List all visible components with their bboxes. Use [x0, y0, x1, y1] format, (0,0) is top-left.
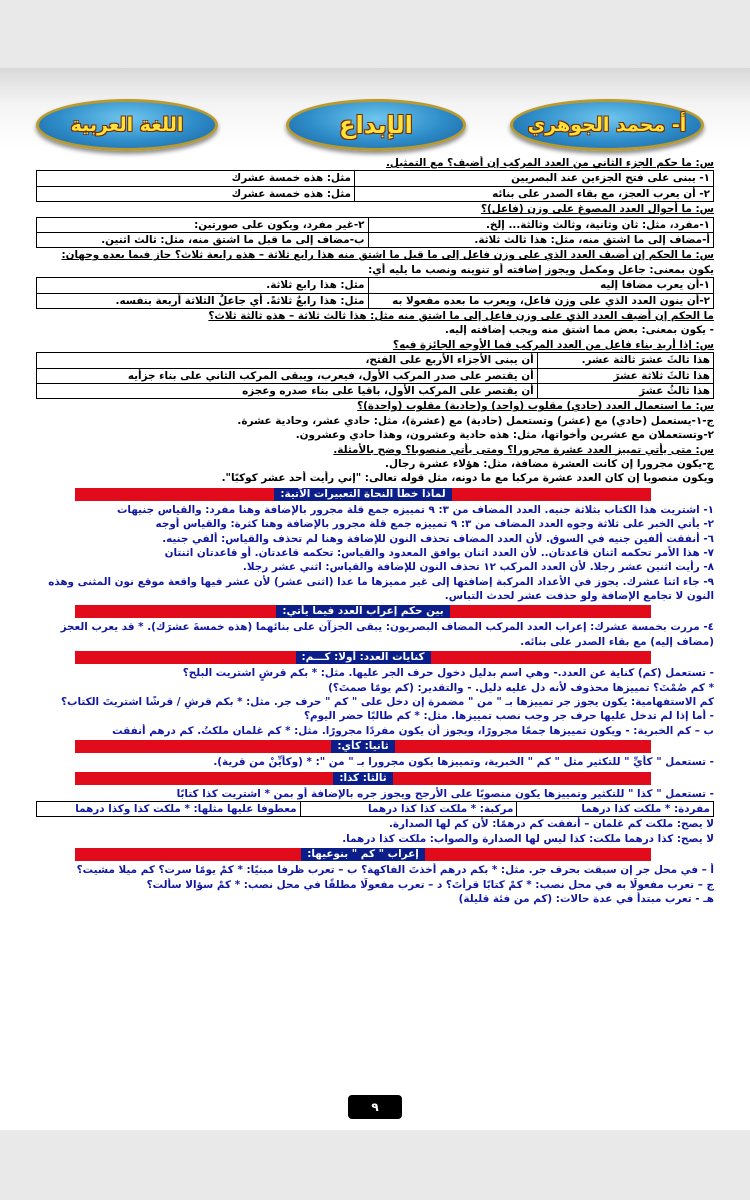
banner-label: كنايات العدد: أولا: كـــم:	[296, 651, 431, 664]
section-banner-irab-kam	[36, 847, 714, 862]
table-cell: هذا ثالثَ عشرَ ثالثة عشر.	[537, 353, 713, 368]
text-line: * كم صُمْتَ؟ تمييزها محذوف لأنه دل عليه دليل. - والتقدير: (كم يومًا صمتَ؟)	[328, 681, 714, 694]
table-cell: مثل: هذا رابعٌ ثلاثةً. أي جاعلٌ الثلاثة أربعة بنفسه.	[37, 293, 369, 308]
text-line: ٤- مررت بخمسة عشرك: إعراب العدد المركب المضاف البصريون: يبقى الجزآن على بنائهما (هذه خمسةَ عشرَك). * قد يعرب العجز	[60, 621, 714, 634]
question-3b: ما الحكم إن أضيف العدد الذي على وزن فاعل إلى ما اشتق منه مثل: هذا ثالث ثلاثة – هذه ثالثة ثلاث؟	[208, 310, 714, 322]
text-line: النون لا تجامع الإضافة ولو حذفت عشر لحدث التباس.	[444, 590, 714, 603]
question-1: س: ما حكم الجزء الثاني من العدد المركب إن أضيف؟ مع التمثيل.	[385, 157, 714, 169]
table-cell: أن يقتصر على صدر المركب الأول، فيعرب، ويبقى المركب الثاني على بناء جزأيه	[37, 368, 538, 383]
text-line: هـ - تعرب مبتدأ في عدة حالات: (كم من فئة قليلة)	[458, 892, 714, 905]
document-page	[0, 68, 750, 1130]
table-2	[36, 217, 714, 249]
table-cell: مركبة: * ملكت كذا كذا درهما	[300, 801, 517, 816]
page-number: ٩	[348, 1095, 402, 1119]
table-cell: أن يقتصر على المركب الأول، باقيا على بناء صدره وعجزه	[37, 383, 538, 398]
table-row	[37, 383, 714, 398]
table-1	[36, 170, 714, 202]
table-cell: مفردة: * ملكت كذا درهما	[517, 801, 714, 816]
table-cell: هذا ثالثُ عشرَ	[537, 383, 713, 398]
table-row	[37, 801, 714, 816]
question-5: س: ما استعمال العدد (حادي) مقلوب (واحد) و(حادية) مقلوب (واحدة)؟	[357, 400, 714, 413]
banner-label: ثالثا: كذا:	[333, 772, 392, 785]
table-4	[36, 352, 714, 399]
table-row	[37, 233, 714, 248]
text-line: ب – كم الخبرية: - ويكون تمييزها جمعًا مجرورًا، ويجوز أن يكون مفردًا مجرورًا. مثل: * كم غلمان ملكتُ. كم درهم أنفقت	[112, 724, 714, 737]
table-row	[37, 368, 714, 383]
teacher-badge	[510, 99, 704, 151]
text-line: ج-١-يستعمل (حادي) مع (عشر) وتستعمل (حادية) مع (عشرة)، مثل: حادي عشر، وحادية عشرة.	[237, 414, 714, 427]
table-row	[37, 171, 714, 186]
table-row	[37, 186, 714, 201]
table-cell: ٢-غير مفرد، ويكون على صورتين:	[37, 217, 369, 232]
table-cell: معطوفا عليها مثلها: * ملكت كذا وكذا درهما	[37, 801, 301, 816]
table-row	[37, 353, 714, 368]
text-line: - تستعمل (كم) كناية عن العدد.- وهي اسم بدليل دخول حرف الجر عليها. مثل: * بكم قرشٍ اشتريت البلح؟	[182, 667, 714, 680]
text-line: لا يصح: ملكت كم غلمان – أنفقت كم درهمًا: لأن كم لها الصدارة.	[388, 818, 714, 831]
text-line: لا يصح: كذا درهما ملكت: كذا ليس لها الصدارة والصواب: ملكت كذا درهما.	[342, 832, 714, 845]
section-banner-kaayyin	[36, 739, 714, 754]
section-banner-kadha	[36, 771, 714, 786]
question-3: س: ما الحكم إن أضيف العدد الذي على وزن فاعل إلى ما قبل ما اشتق منه هذا رابع ثلاثة – هذه رابعة ثلاث؟ جاز فيما بعده وجهان:	[61, 249, 714, 262]
text-line: ٢- يأتي الخبر على ثلاثة وجوه العدد المضاف من ٣: ٩ تمييزه جمع قلة مجرور بالإضافة وهنا كثرة: والقياس أوجه	[155, 518, 714, 531]
text-line: أ – في محل جر إن سبقت بحرف جر. مثل: * بكم درهم أخذتَ الفاكهة؟ ب – تعرب ظرفا مبنيًا: * كمْ يومًا سرت؟ كم ميلا مشيت؟	[76, 864, 714, 877]
banner-label: إعراب " كم " بنوعيها:	[301, 848, 425, 861]
text-line: ٢-وتستعملان مع عشرين وأخواتها، مثل: هذه حادية وعشرون، وهذا حادي وعشرون.	[295, 429, 714, 442]
table-cell: هذا ثالثَ ثلاثة عشرَ	[537, 368, 713, 383]
text-line: ج – تعرب مفعولًا به في محل نصب: * كمْ كتابًا قرأتَ؟ د – تعرب مفعولًا مطلقًا في محل نصب: * كمْ سؤالا سألت؟	[146, 878, 714, 891]
text-line: ١- اشتريت هذا الكتاب بثلاثة جنيه. العدد المضاف من ٣: ٩ تمييزه جمع قلة مجرور بالإضافة وهنا مفرد: والقياس جنيهات	[116, 503, 714, 516]
text-line: - أما إذا لم تدخل عليها حرف جر وجب نصب تمييزها. مثل: * كم طالبًا حضر اليوم؟	[303, 710, 714, 723]
section-banner-irab	[36, 604, 714, 619]
subject-label: اللغة العربية	[70, 114, 184, 136]
text-line: ٧- هذا الأمر تحكمه اثنان قاعدتان.. لأن العدد اثنان يوافق المعدود والقياس: تحكمه قاعدتان. أو قاعدتان اثنتان	[164, 546, 714, 559]
section-banner-kinayat	[36, 650, 714, 665]
table-cell: أ-مضاف إلى ما اشتق منه، مثل: هذا ثالث ثلاثة.	[368, 233, 714, 248]
section-banner-errors	[36, 487, 714, 502]
text-line: ويكون منصوبا إن كان العدد عشرة مركبا مع ما دونه، مثل قوله تعالى: "إني رأيت أحد عشر كوكبًا".	[221, 472, 714, 485]
table-cell: ١-أن يعرب مضافا إليه	[368, 278, 714, 293]
text-line: - تستعمل " كأيِّ " للتكثير مثل " كم " الخبرية، وتمييزها يكون مجرورا بـ " من ": * (وكأيِّنْ من قرية).	[213, 756, 714, 769]
text-line: ج-يكون مجرورا إن كانت العشرة مضافة، مثل: هؤلاء عشرة رجال.	[385, 457, 714, 470]
banner-label: لماذا خطأ النحاة التعبيرات الآتية:	[274, 488, 451, 501]
table-cell: ٢- أن يعرب العجز، مع بقاء الصدر على بنائه	[354, 186, 713, 201]
table-cell: ب-مضاف إلى ما قبل ما اشتق منه، مثل: ثالث اثنين.	[37, 233, 369, 248]
text-line: - يكون بمعنى: بعض مما اشتق منه ويجب إضافته إليه.	[444, 324, 714, 337]
question-2: س: ما أحوال العدد المصوغ على وزن (فاعل)؟	[481, 203, 714, 216]
banner-label: بين حكم إعراب العدد فيما يأتي:	[276, 605, 449, 618]
document-body	[36, 156, 714, 906]
text-line: يكون بمعنى: جاعل ومكمل ويجوز إضافته أو تنوينه ونصب ما يليه أي:	[368, 263, 714, 276]
text-line: ٦- أنفقت ألفين جنيه في السوق. لأن العدد المضاف تحذف النون للإضافة وهنا لم تحذف والقياس: ألفي جنيه.	[162, 532, 714, 545]
table-cell: مثل: هذه خمسة عشرك	[37, 186, 355, 201]
table-cell: مثل: هذا رابع ثلاثة.	[37, 278, 369, 293]
subject-badge	[36, 99, 218, 151]
table-row	[37, 293, 714, 308]
table-cell: ١-مفرد، مثل: ثان وثانية، وثالث وثالثة... إلخ.	[368, 217, 714, 232]
table-row	[37, 278, 714, 293]
question-4: س: إذا أريد بناء فاعل من العدد المركب فما الأوجه الجائزة فيه؟	[393, 338, 714, 351]
text-line: - تستعمل " كذا " للتكثير وتمييزها يكون منصوبًا على الأرجح ويجوز جره بالإضافة أو بمن * اشتريت كذا كتابًا	[176, 787, 714, 800]
title-badge	[286, 99, 466, 151]
table-3	[36, 277, 714, 309]
text-line: كم الاستفهامية: يكون يجوز جر تمييزها بـ " من " مضمرة إن دخل على " كم " حرف جر. مثل: * بكم قرشٍ / قرشًا اشتريتَ الكتاب؟	[61, 696, 714, 709]
table-cell: أن يبنى الأجزاء الأربع على الفتح،	[37, 353, 538, 368]
text-line: (مضاف إليه) مع بقاء الصدر على بنائه.	[520, 635, 714, 648]
text-line: ٩- جاء اثنا عشرك. يجوز في الأعداد المركبة إضافتها إلى غير مميزها ما عدا (اثنى عشر) لأن عشر فيها واقعة موقع نون المثنى وهذه	[48, 575, 714, 588]
table-cell: ٢-أن ينون العدد الذي على وزن فاعل، ويعرب ما بعده مفعولا به	[368, 293, 714, 308]
table-row	[37, 217, 714, 232]
teacher-label: أ- محمد الجوهري	[527, 114, 687, 136]
table-kadha	[36, 801, 714, 817]
text-line: ٨- رأيت اثنين عشر رجلا. لأن العدد المركب ١٢ تحذف النون للإضافة والقياس: اثني عشر رجلا.	[242, 561, 714, 574]
table-cell: مثل: هذه خمسة عشرك	[37, 171, 355, 186]
banner-label: ثانيا: كأي:	[331, 740, 394, 753]
table-cell: ١- يبنى على فتح الجزءين عند البصريين	[354, 171, 713, 186]
title-label: الإبداع	[339, 111, 413, 139]
question-6: س: متى يأتي تمييز العدد عشرة مجرورا؟ ومتى يأتي منصوبا؟ وضح بالأمثلة.	[333, 443, 714, 456]
